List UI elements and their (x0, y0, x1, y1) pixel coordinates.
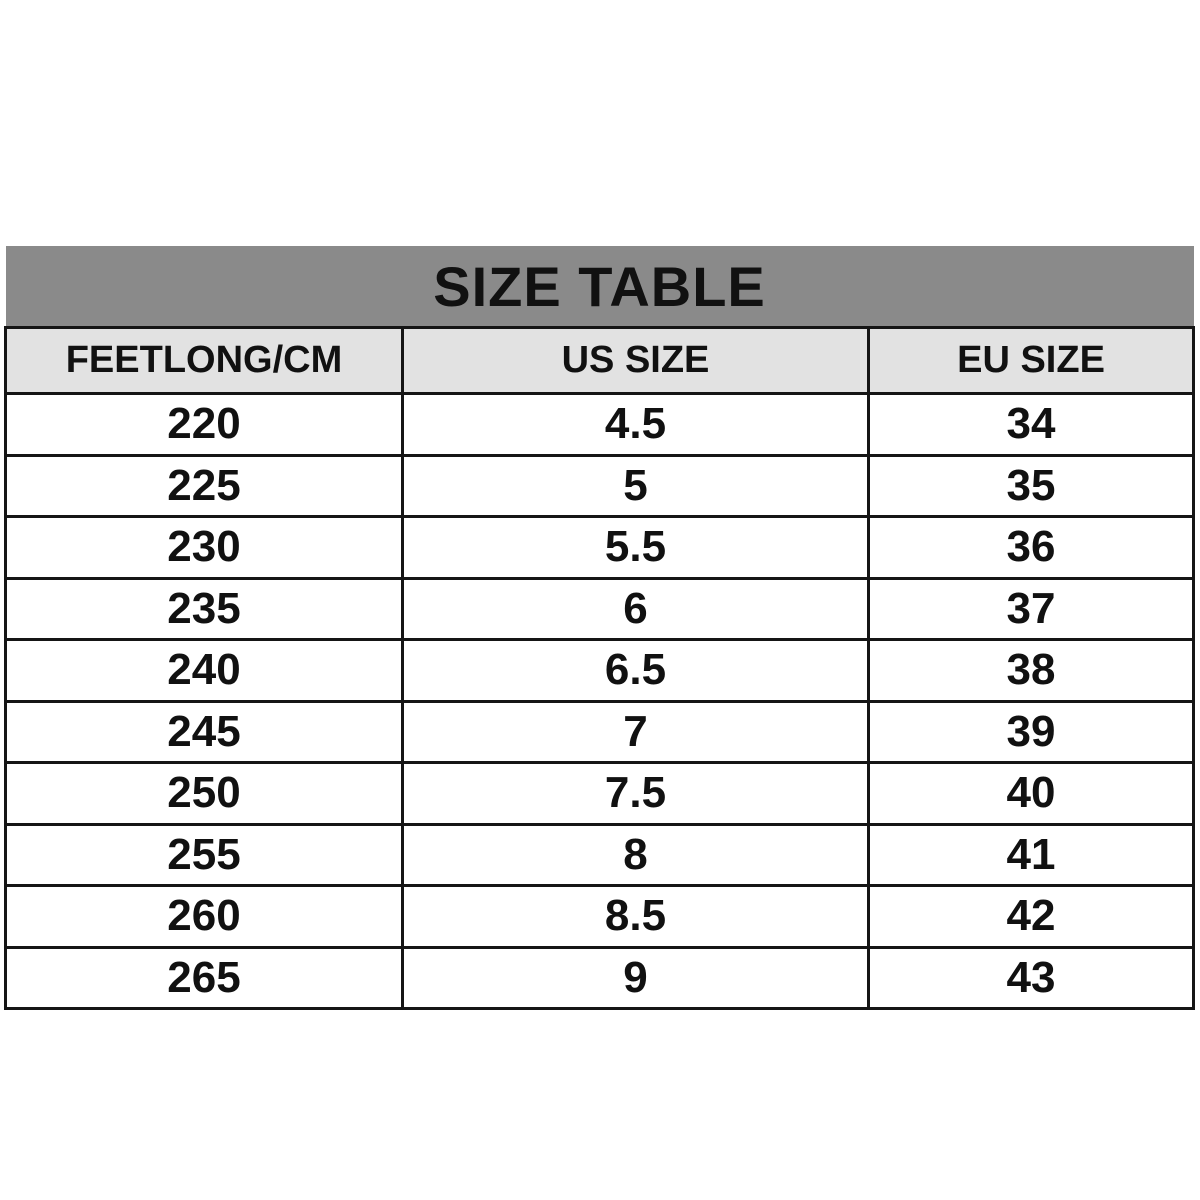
table-cell: 260 (6, 886, 403, 948)
table-cell: 265 (6, 947, 403, 1009)
table-cell: 245 (6, 701, 403, 763)
table-cell: 9 (403, 947, 869, 1009)
size-table (4, 246, 1195, 1010)
column-header-eu-size: EU SIZE (869, 328, 1194, 394)
table-cell: 225 (6, 455, 403, 517)
table-cell: 220 (6, 394, 403, 456)
table-cell: 250 (6, 763, 403, 825)
table-cell: 41 (869, 824, 1194, 886)
table-row (6, 886, 1194, 948)
table-cell: 5 (403, 455, 869, 517)
table-row (6, 763, 1194, 825)
table-cell: 34 (869, 394, 1194, 456)
column-header-feetlong-cm: FEETLONG/CM (6, 328, 403, 394)
table-row (6, 578, 1194, 640)
table-cell: 6 (403, 578, 869, 640)
table-cell: 240 (6, 640, 403, 702)
table-cell: 5.5 (403, 517, 869, 579)
table-cell: 230 (6, 517, 403, 579)
table-header-row (6, 328, 1194, 394)
table-cell: 6.5 (403, 640, 869, 702)
table-cell: 8 (403, 824, 869, 886)
table-row (6, 517, 1194, 579)
table-cell: 42 (869, 886, 1194, 948)
column-header-us-size: US SIZE (403, 328, 869, 394)
table-row (6, 455, 1194, 517)
table-row (6, 394, 1194, 456)
table-row (6, 701, 1194, 763)
table-title: SIZE TABLE (6, 246, 1194, 328)
table-cell: 7.5 (403, 763, 869, 825)
table-cell: 7 (403, 701, 869, 763)
table-cell: 37 (869, 578, 1194, 640)
table-cell: 39 (869, 701, 1194, 763)
table-cell: 36 (869, 517, 1194, 579)
table-cell: 235 (6, 578, 403, 640)
table-cell: 255 (6, 824, 403, 886)
table-title-row (6, 246, 1194, 328)
table-cell: 40 (869, 763, 1194, 825)
table-row (6, 640, 1194, 702)
table-row (6, 947, 1194, 1009)
table-cell: 4.5 (403, 394, 869, 456)
table-cell: 8.5 (403, 886, 869, 948)
table-cell: 38 (869, 640, 1194, 702)
table-cell: 43 (869, 947, 1194, 1009)
table-row (6, 824, 1194, 886)
table-cell: 35 (869, 455, 1194, 517)
